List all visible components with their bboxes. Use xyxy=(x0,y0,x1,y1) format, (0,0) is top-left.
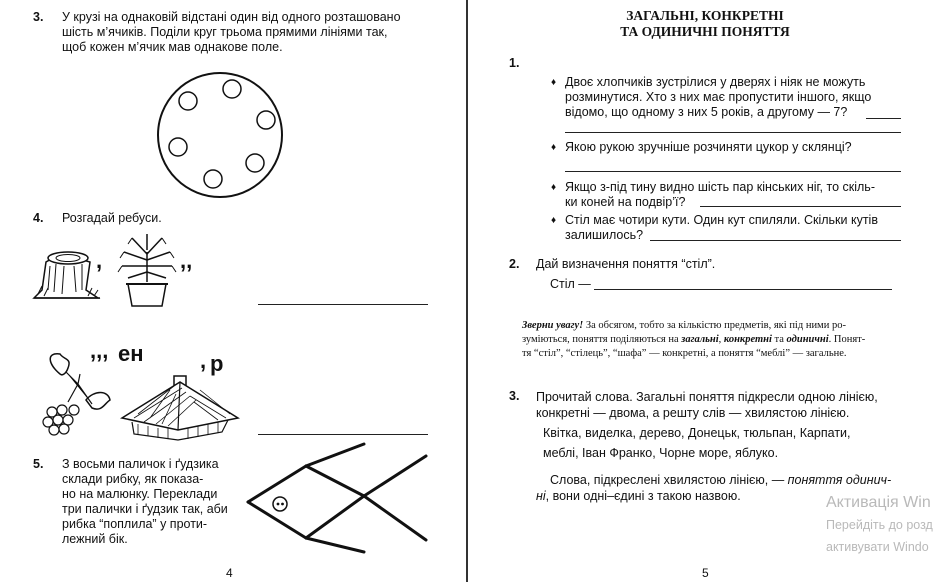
rebus-1-answer-line xyxy=(258,304,428,305)
note-term: конкретні xyxy=(723,334,772,345)
note-box xyxy=(522,319,922,361)
task-5-text xyxy=(62,457,228,547)
task-5-line: рибка “поплила” у проти- xyxy=(62,517,208,531)
task-5-line: лежний бік. xyxy=(62,532,128,546)
task-2-number: 2. xyxy=(509,257,520,271)
task-3-line: У крузі на однаковій відстані один від одного розташовано xyxy=(62,10,401,24)
answer-line xyxy=(700,206,901,207)
word-list xyxy=(543,423,851,463)
note-heading: Зверни увагу! xyxy=(522,320,584,331)
task-5-line: З восьми паличок і ґудзика xyxy=(62,457,219,471)
question-4-text xyxy=(565,213,878,243)
note-term: загальні xyxy=(681,334,719,345)
answer-line xyxy=(866,118,901,119)
tree-stump-icon xyxy=(32,240,102,302)
bullet-icon: ♦ xyxy=(551,142,557,153)
question-line: Стіл має чотири кути. Один кут спиляли. Скільки кутів xyxy=(565,213,878,227)
task-4-number: 4. xyxy=(33,211,44,225)
note-text: За обсягом, тобто за кількістю предметів, які під ними ро- xyxy=(583,320,846,331)
rebus-3-comma: , xyxy=(200,348,207,373)
circle-with-balls-figure xyxy=(150,65,290,205)
task-5-line: но на малюнку. Переклади xyxy=(62,487,218,501)
table-definition-label: Стіл — xyxy=(550,277,591,291)
task-2-text: Дай визначення поняття “стіл”. xyxy=(536,257,716,271)
question-line: відомо, що одному з них 5 років, а другому — 7? xyxy=(565,105,848,119)
note-text: . Понят- xyxy=(828,334,866,345)
question-line: залишилось? xyxy=(565,228,644,242)
task-5-line: три палички і ґудзик так, аби xyxy=(62,502,228,516)
question-line: розминутися. Хто з них має пропустити іншого, якщо xyxy=(565,90,872,104)
watermark-line: Перейдіть до розд xyxy=(826,518,933,532)
answer-line xyxy=(565,132,901,133)
conclusion-part: Слова, підкреслені хвилястою лінією, — xyxy=(550,473,788,487)
page-number-right: 5 xyxy=(702,566,709,580)
note-text: зуміються, поняття поділяються на xyxy=(522,334,682,345)
task-1-number: 1. xyxy=(509,56,520,70)
answer-line xyxy=(650,240,901,241)
page-number: 4 xyxy=(226,566,233,580)
question-line: Двоє хлопчиків зустрілися у дверях і ніяк не можуть xyxy=(565,75,866,89)
page-title-line: ТА ОДИНИЧНІ ПОНЯТТЯ xyxy=(620,24,790,39)
watermark-title: Активація Win xyxy=(826,494,931,511)
rebus-1-commas: ,, xyxy=(180,248,193,273)
task-3-text xyxy=(62,10,401,55)
question-line: ки коней на подвір’ї? xyxy=(565,195,686,209)
task-3-instructions xyxy=(536,389,878,421)
task-4-text: Розгадай ребуси. xyxy=(62,211,162,225)
page-title-line: ЗАГАЛЬНІ, КОНКРЕТНІ xyxy=(626,8,784,23)
watermark-line: активувати Windo xyxy=(826,540,929,554)
task-3-number: 3. xyxy=(33,10,44,24)
conclusion-term: ні xyxy=(536,489,546,503)
rebus-2-answer-line xyxy=(258,434,428,435)
page-divider xyxy=(466,0,468,582)
bullet-icon: ♦ xyxy=(551,215,557,226)
question-2-text: Якою рукою зручніше розчиняти цукор у склянці? xyxy=(565,140,852,154)
question-1-text xyxy=(565,75,871,120)
thatched-house-icon xyxy=(118,372,242,442)
rebus-2-commas: ,,, xyxy=(90,338,109,363)
note-text: та xyxy=(771,334,787,345)
task-3-line: шість м’ячиків. Поділи круг трьома прямими лініями так, xyxy=(62,25,388,39)
conclusion-part: , вони одні–єдині з такою назвою. xyxy=(545,489,741,503)
task-5-line: склади рибку, як показа- xyxy=(62,472,204,486)
task-5-number: 5. xyxy=(33,457,44,471)
rebus-2-suffix: ен xyxy=(118,341,144,366)
word-list-line: меблі, Іван Франко, Чорне море, яблуко. xyxy=(543,446,779,460)
potted-plant-icon xyxy=(114,232,180,310)
page-title xyxy=(600,8,810,40)
bullet-icon: ♦ xyxy=(551,182,557,193)
definition-answer-line xyxy=(594,289,892,290)
answer-line xyxy=(565,171,901,172)
note-text: тя “стіл”, “стілець”, “шафа” — конкретні, а поняття “меблі” — загальне. xyxy=(522,348,847,359)
rebus-3-suffix: р xyxy=(210,351,224,376)
note-text: , xyxy=(718,334,724,345)
question-line: Якщо з-під тину видно шість пар кінських ніг, то скіль- xyxy=(565,180,875,194)
task-3-number-right: 3. xyxy=(509,389,520,403)
rebus-1-comma: , xyxy=(96,248,103,273)
note-term: одиничні xyxy=(786,334,829,345)
stick-fish-figure xyxy=(244,440,434,556)
instruction-line: Прочитай слова. Загальні поняття підкресли одною лінією, xyxy=(536,390,878,404)
word-list-line: Квітка, виделка, дерево, Донецьк, тюльпан, Карпати, xyxy=(543,426,851,440)
task-3-line: щоб кожен м’ячик мав однакове поле. xyxy=(62,40,283,54)
instruction-line: конкретні — двома, а решту слів — хвилястою лінією. xyxy=(536,406,850,420)
bullet-icon: ♦ xyxy=(551,77,557,88)
conclusion-term: поняття одинич- xyxy=(787,473,892,487)
